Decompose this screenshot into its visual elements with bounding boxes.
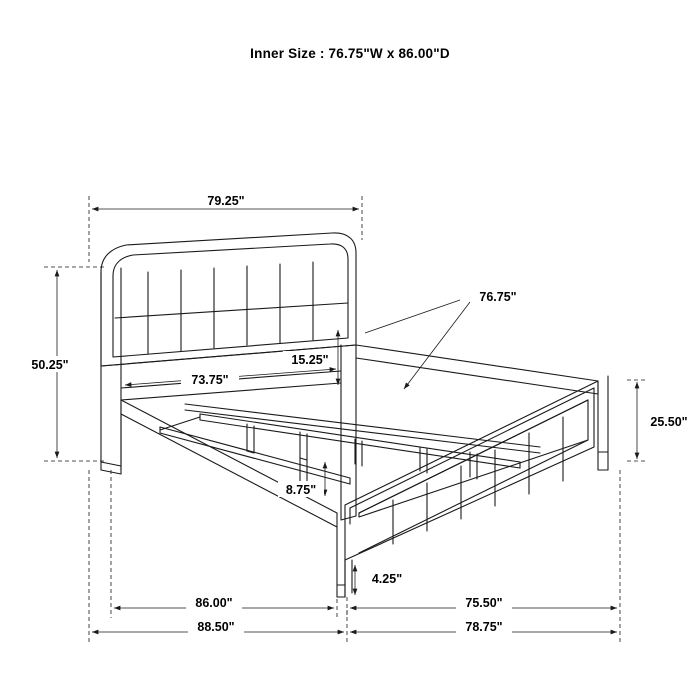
page-title: Inner Size : 76.75"W x 86.00"D xyxy=(250,46,450,61)
bed-artwork xyxy=(101,233,608,597)
dimension-label: 73.75" xyxy=(191,373,229,387)
dimension-label: 15.25" xyxy=(291,353,329,367)
dimension-footboard-outer-width xyxy=(456,618,512,634)
dimension-headboard-panel-drop xyxy=(283,351,337,367)
dimension-inner-width-callout xyxy=(470,288,526,304)
dimension-leg-clearance xyxy=(364,570,410,586)
dimension-headboard-inner-width xyxy=(181,371,239,387)
dimension-footboard-height xyxy=(641,413,697,429)
dimension-headboard-height xyxy=(20,356,80,372)
dimension-label: 8.75" xyxy=(285,483,317,497)
dimension-label: 50.25" xyxy=(31,358,69,372)
dimension-label: 88.50" xyxy=(197,620,235,634)
dimension-footboard-width xyxy=(456,594,512,610)
dimension-labels xyxy=(20,192,697,634)
dimension-inner-depth xyxy=(186,594,242,610)
dimension-label: 79.25" xyxy=(207,194,245,208)
dimension-side-rail-height xyxy=(278,481,324,497)
dimension-headboard-width xyxy=(196,192,256,208)
dimension-label: 25.50" xyxy=(650,415,688,429)
dimension-outer-depth xyxy=(188,618,244,634)
dimension-label: 86.00" xyxy=(195,596,233,610)
dimension-label: 78.75" xyxy=(465,620,503,634)
dimension-label: 76.75" xyxy=(479,290,517,304)
dimension-label: 75.50" xyxy=(465,596,503,610)
dimension-label: 4.25" xyxy=(371,572,403,586)
